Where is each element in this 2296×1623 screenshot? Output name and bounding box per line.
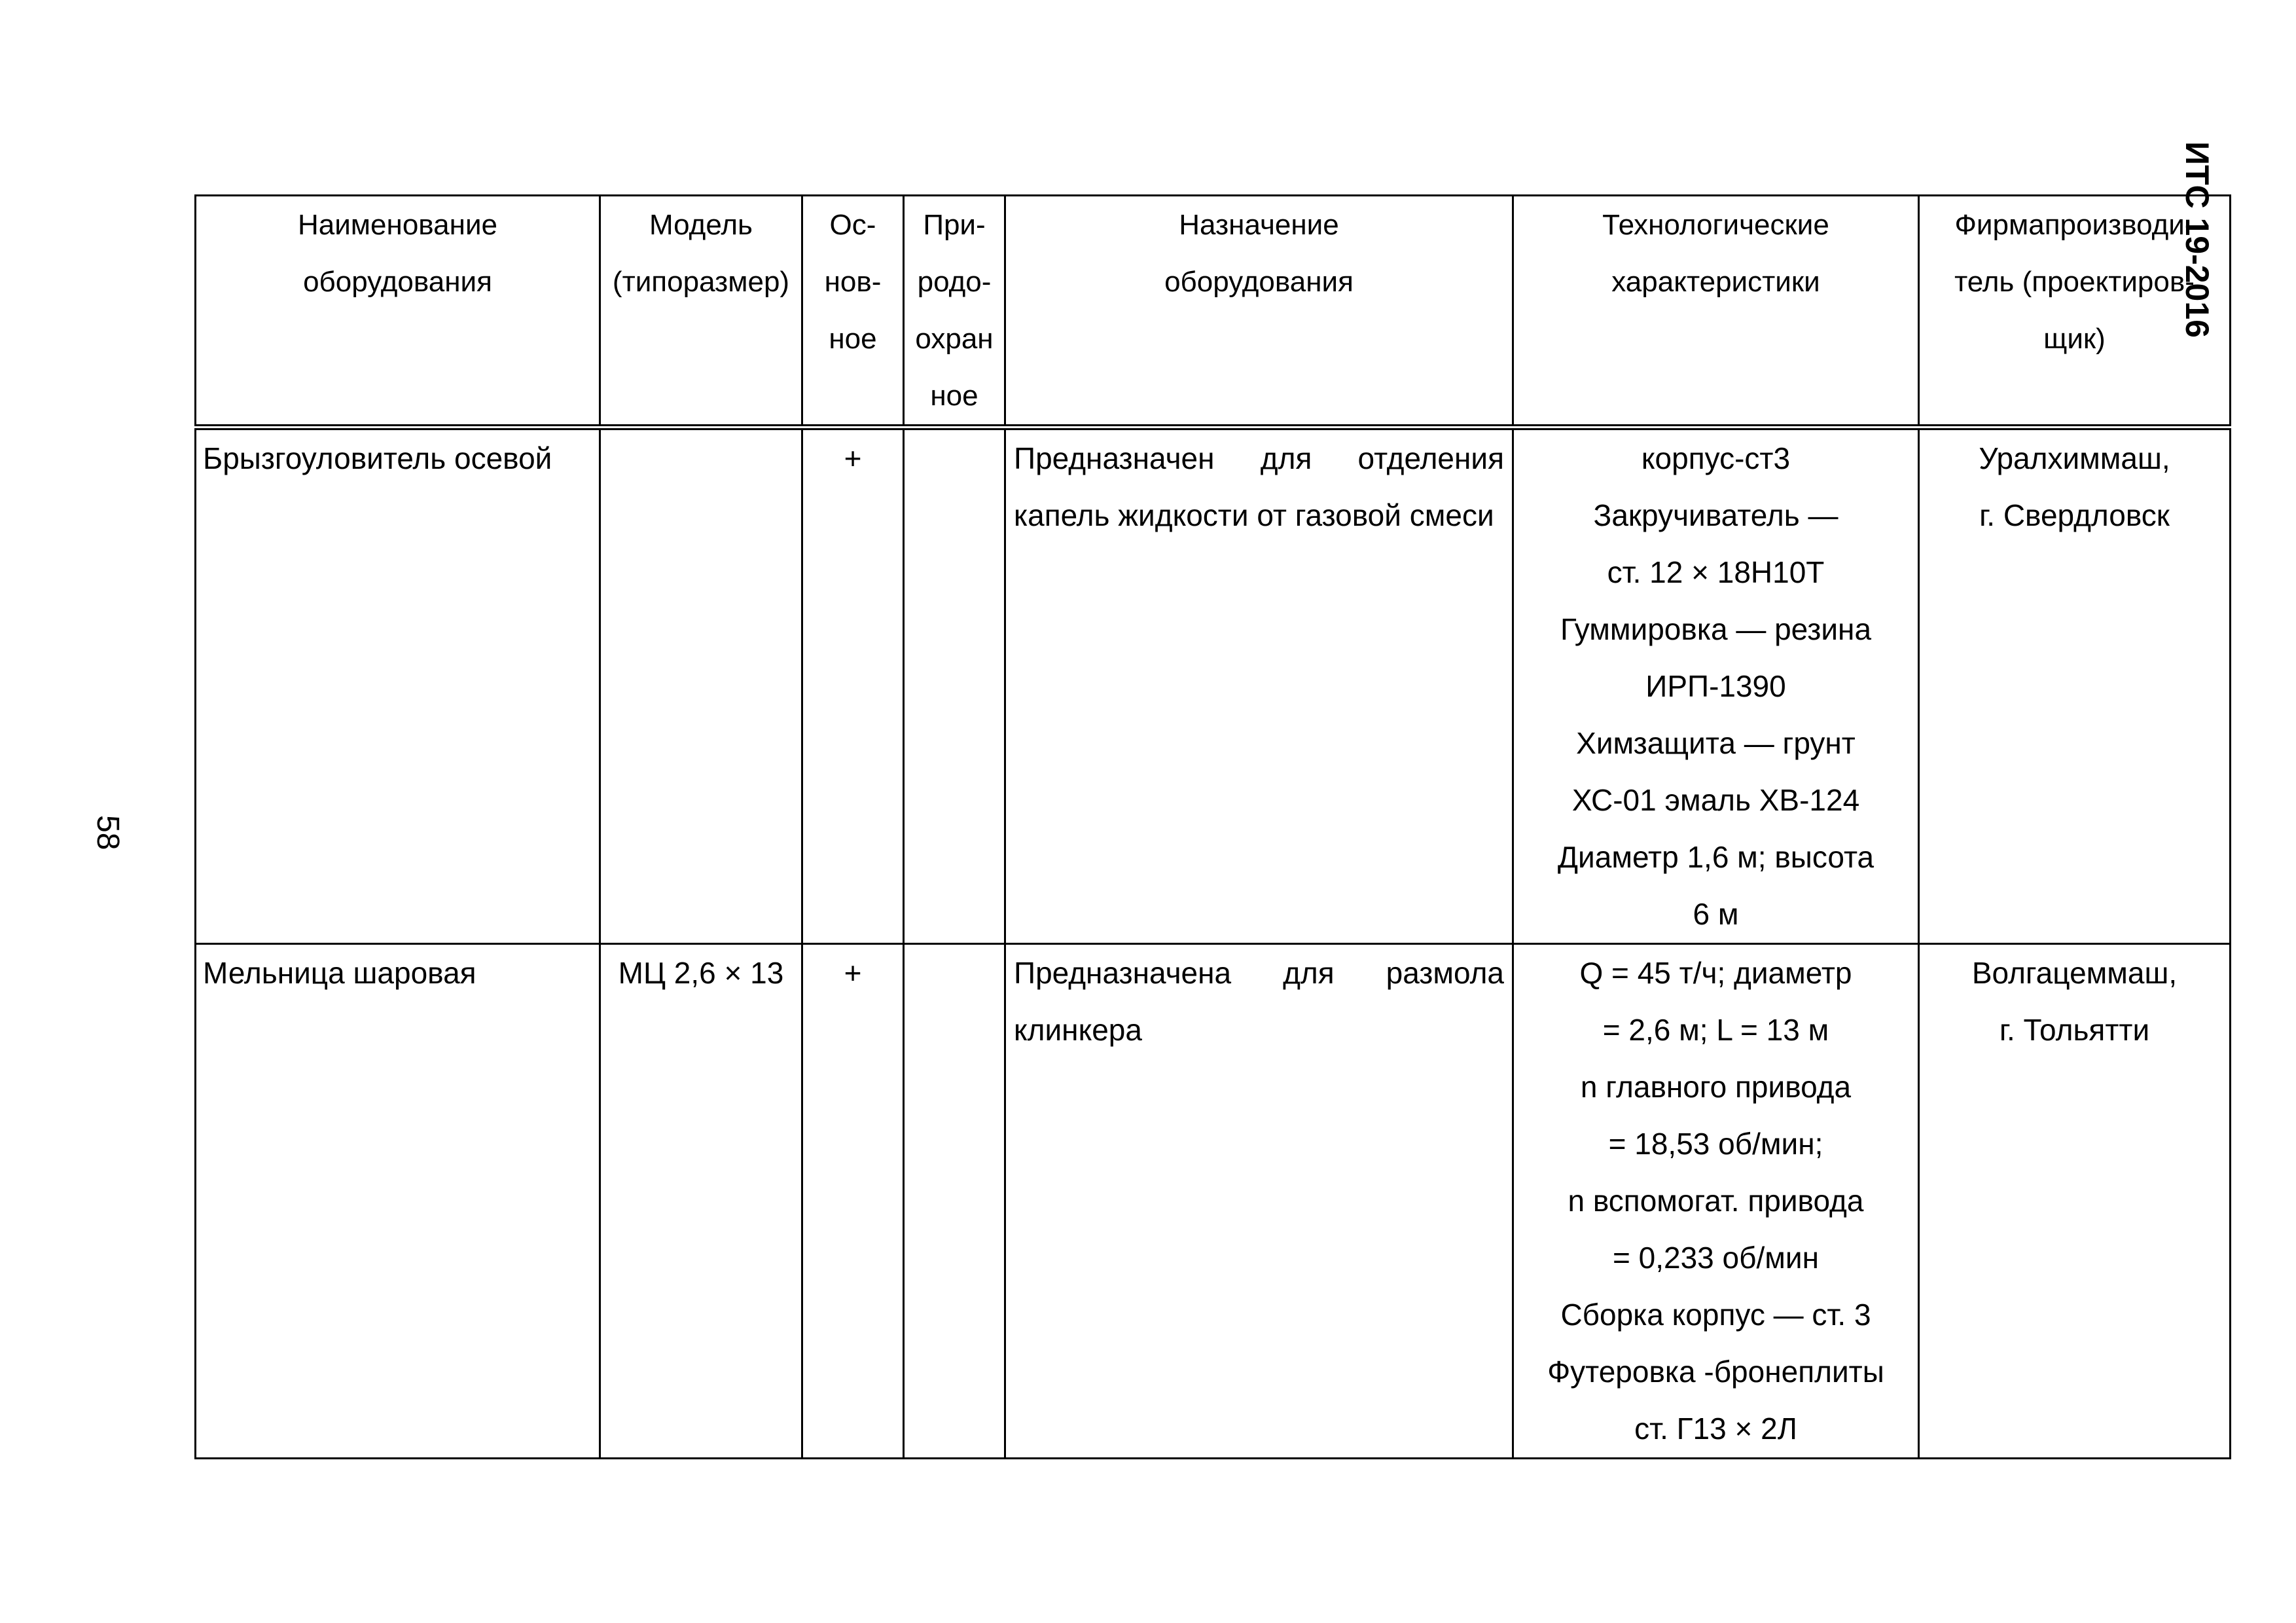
cell-tech-specs: корпус-ст3 Закручиватель — ст. 12 × 18Н10Т Гуммировка — резина ИРП-1390 Химзащита — грунт ХС-01 эмаль ХВ-124 Диаметр 1,6 м; высота 6 м (1513, 428, 1919, 944)
equipment-table (194, 194, 2231, 1459)
header-equipment-name: Наименование оборудования (196, 196, 600, 428)
cell-environmental (904, 428, 1005, 944)
cell-main: + (802, 428, 904, 944)
cell-model: МЦ 2,6 × 13 (600, 944, 802, 1459)
cell-purpose: Предназначен для отделения капель жидкости от газовой смеси (1005, 428, 1513, 944)
cell-model (600, 428, 802, 944)
page-number: 58 (90, 815, 125, 850)
header-model: Модель (типоразмер) (600, 196, 802, 428)
cell-tech-specs: Q = 45 т/ч; диаметр = 2,6 м; L = 13 м n главного привода = 18,53 об/мин; n вспомогат. привода = 0,233 об/мин Сборка корпус — ст. 3 Футеровка -бронеплиты ст. Г13 × 2Л (1513, 944, 1919, 1459)
cell-manufacturer: Уралхиммаш, г. Свердловск (1919, 428, 2231, 944)
table-row (196, 428, 2231, 944)
header-main: Ос- нов- ное (802, 196, 904, 428)
cell-purpose: Предназначена для размола клинкера (1005, 944, 1513, 1459)
cell-main: + (802, 944, 904, 1459)
cell-equipment-name: Брызгоуловитель осевой (196, 428, 600, 944)
header-tech-specs: Технологические характеристики (1513, 196, 1919, 428)
table-row (196, 944, 2231, 1459)
header-manufacturer: Фирмапроизводи- тель (проектиров- щик) (1919, 196, 2231, 428)
header-environmental: При- родо- охран ное (904, 196, 1005, 428)
cell-manufacturer: Волгацеммаш, г. Тольятти (1919, 944, 2231, 1459)
table-header-row (196, 196, 2231, 428)
header-purpose: Назначение оборудования (1005, 196, 1513, 428)
cell-equipment-name: Мельница шаровая (196, 944, 600, 1459)
document-code: ИТС 19-2016 (2179, 141, 2215, 338)
cell-environmental (904, 944, 1005, 1459)
